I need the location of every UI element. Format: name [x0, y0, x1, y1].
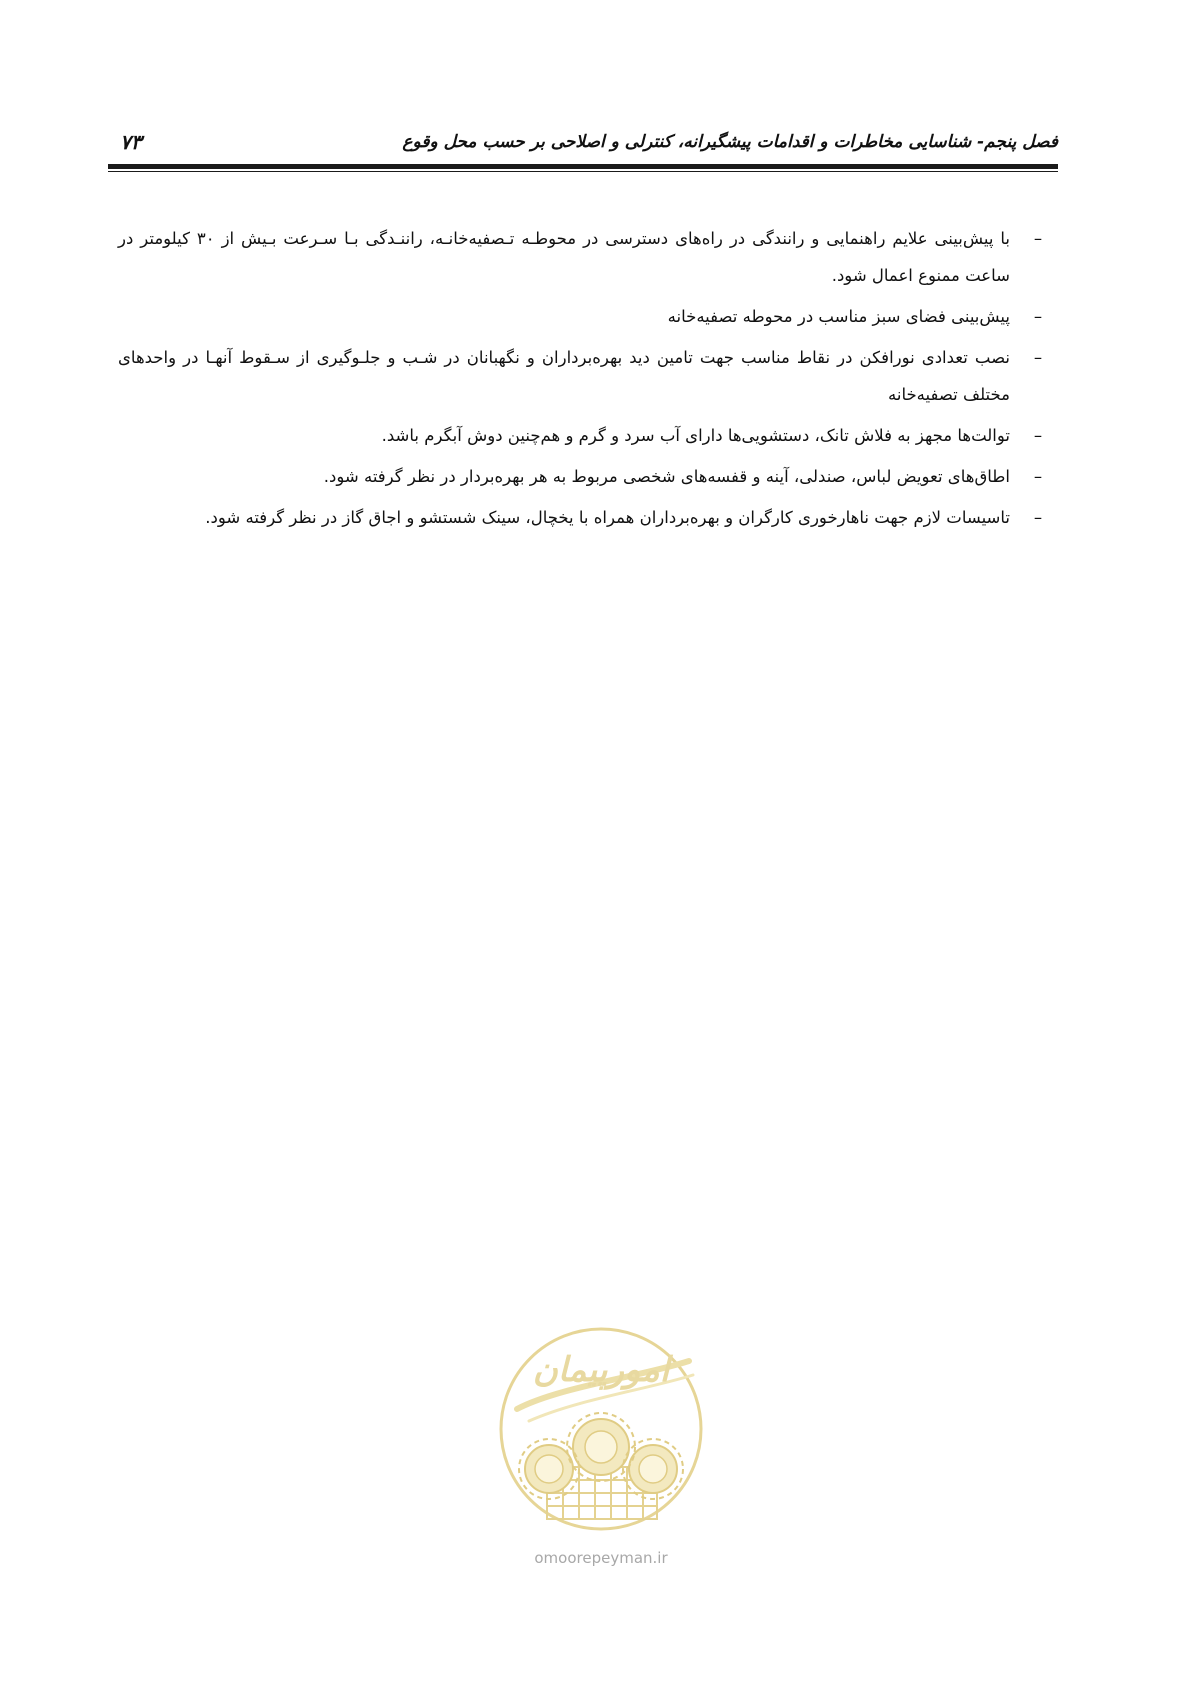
list-item: [118, 499, 1058, 536]
list-item: [118, 339, 1058, 413]
list-item-text: تاسیسات لازم جهت ناهارخوری کارگران و بهره‌برداران همراه با یخچال، سینک شستشو و اجاق گاز در نظر گرفته شود.: [205, 508, 1010, 527]
watermark-logo-icon: [489, 1317, 713, 1549]
header-rule-thin: [108, 171, 1058, 172]
list-item-text: اطاق‌های تعویض لباس، صندلی، آینه و قفسه‌های شخصی مربوط به هر بهره‌بردار در نظر گرفته شود.: [323, 467, 1010, 486]
bullet-list: [118, 220, 1058, 536]
bullet-dash: –: [1033, 426, 1043, 445]
list-item-text: با پیش‌بینی علایم راهنمایی و رانندگی در راه‌های دسترسی در محوطـه تـصفیه‌خانـه، راننـدگی بـا سـرعت بـیش از ۳۰ کیلومتر در ساعت ممنوع اعمال شود.: [118, 229, 1010, 285]
list-item-text: پیش‌بینی فضای سبز مناسب در محوطه تصفیه‌خانه: [667, 307, 1010, 326]
list-item: [118, 458, 1058, 495]
chapter-title: فصل پنجم- شناسایی مخاطرات و اقدامات پیشگیرانه، کنترلی و اصلاحی بر حسب محل وقوع: [402, 132, 1058, 152]
bullet-dash: –: [1033, 307, 1043, 326]
watermark-logo-text: امورپیمان: [532, 1350, 670, 1390]
bullet-dash: –: [1033, 467, 1043, 486]
header-rule: [108, 164, 1058, 169]
list-item-text: نصب تعدادی نورافکن در نقاط مناسب جهت تامین دید بهره‌برداران و نگهبانان در شـب و جلـوگیری از سـقوط آنهـا در واحدهای مختلف تصفیه‌خانه: [118, 348, 1010, 404]
bullet-dash: –: [1033, 348, 1043, 367]
list-item-text: توالت‌ها مجهز به فلاش تانک، دستشویی‌ها دارای آب سرد و گرم و هم‌چنین دوش آبگرم باشد.: [381, 426, 1010, 445]
body-content: [118, 220, 1058, 540]
watermark: [489, 1317, 713, 1565]
bullet-dash: –: [1033, 229, 1043, 248]
list-item: [118, 220, 1058, 294]
list-item: [118, 298, 1058, 335]
list-item: [118, 417, 1058, 454]
page-number: ۷۳: [120, 130, 142, 154]
page-header: [108, 128, 1058, 168]
watermark-url: omoorepeyman.ir: [534, 1549, 668, 1567]
bullet-dash: –: [1033, 508, 1043, 527]
